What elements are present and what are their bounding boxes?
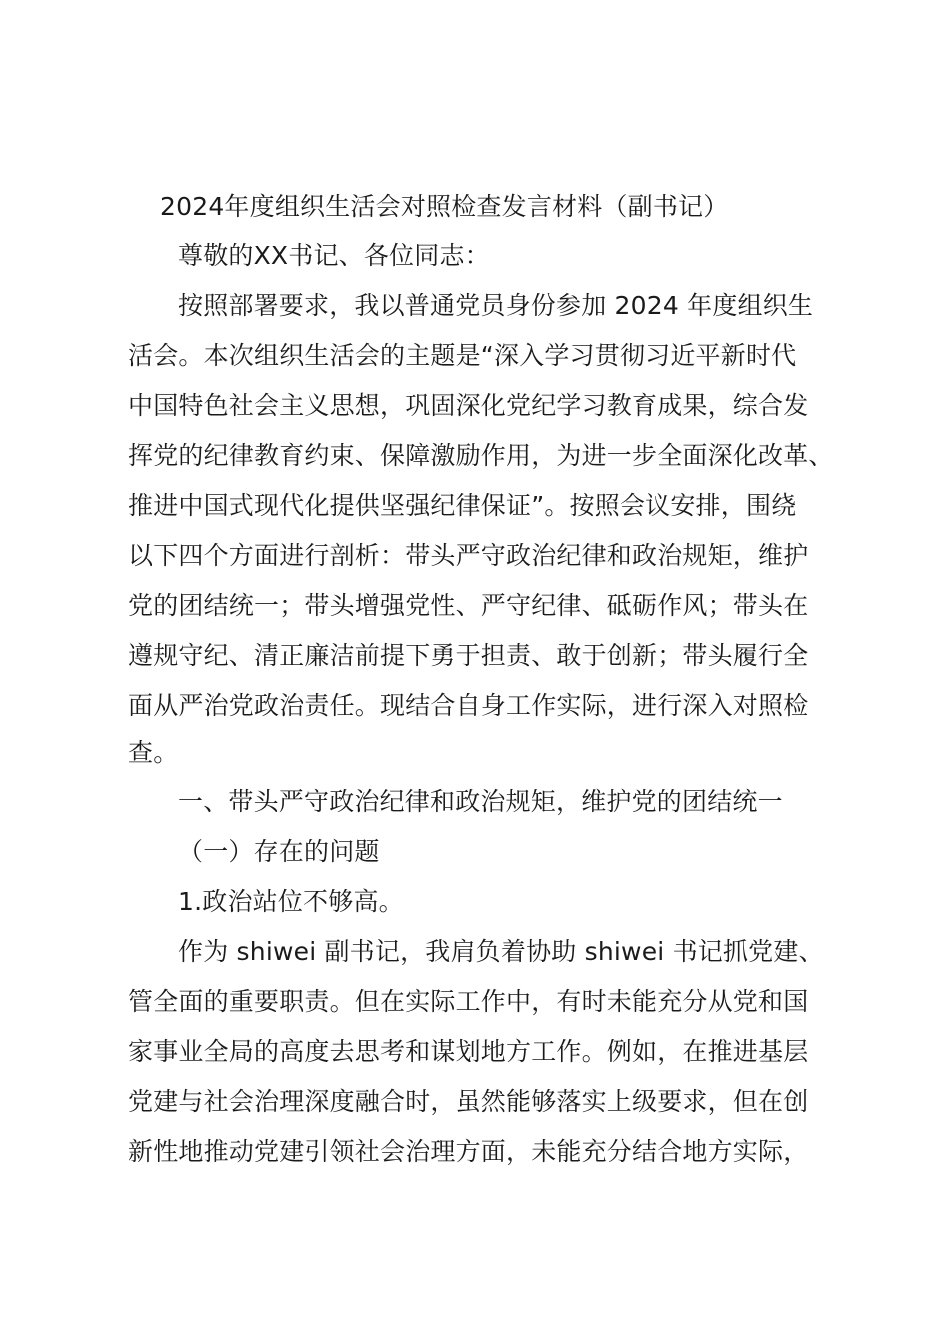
intro-line: 面从严治党政治责任。现结合自身工作实际，进行深入对照检: [128, 691, 809, 720]
intro-line: 活会。本次组织生活会的主题是“深入学习贯彻习近平新时代: [128, 341, 797, 370]
item-heading: 1.政治站位不够高。: [178, 887, 404, 916]
body-line: 管全面的重要职责。但在实际工作中，有时未能充分从党和国: [128, 987, 809, 1016]
body-line: 党建与社会治理深度融合时，虽然能够落实上级要求，但在创: [128, 1087, 809, 1116]
intro-line: 按照部署要求，我以普通党员身份参加 2024 年度组织生: [178, 291, 814, 320]
section-heading: 一、带头严守政治纪律和政治规矩，维护党的团结统一: [178, 787, 783, 816]
document-title: 2024年度组织生活会对照检查发言材料（副书记）: [160, 192, 729, 221]
greeting: 尊敬的XX书记、各位同志：: [178, 241, 490, 270]
body-line: 新性地推动党建引领社会治理方面，未能充分结合地方实际，: [128, 1137, 809, 1166]
intro-line: 党的团结统一；带头增强党性、严守纪律、砥砺作风；带头在: [128, 591, 809, 620]
intro-line: 挥党的纪律教育约束、保障激励作用，为进一步全面深化改革、: [128, 441, 834, 470]
intro-line: 中国特色社会主义思想，巩固深化党纪学习教育成果，综合发: [128, 391, 809, 420]
subsection-heading: （一）存在的问题: [178, 837, 380, 866]
intro-line: 查。: [128, 738, 179, 767]
body-line: 家事业全局的高度去思考和谋划地方工作。例如，在推进基层: [128, 1037, 809, 1066]
intro-line: 推进中国式现代化提供坚强纪律保证”。按照会议安排，围绕: [128, 491, 797, 520]
intro-line: 以下四个方面进行剖析：带头严守政治纪律和政治规矩，维护: [128, 541, 809, 570]
body-line: 作为 shiwei 副书记，我肩负着协助 shiwei 书记抓党建、: [178, 937, 824, 966]
intro-line: 遵规守纪、清正廉洁前提下勇于担责、敢于创新；带头履行全: [128, 641, 809, 670]
